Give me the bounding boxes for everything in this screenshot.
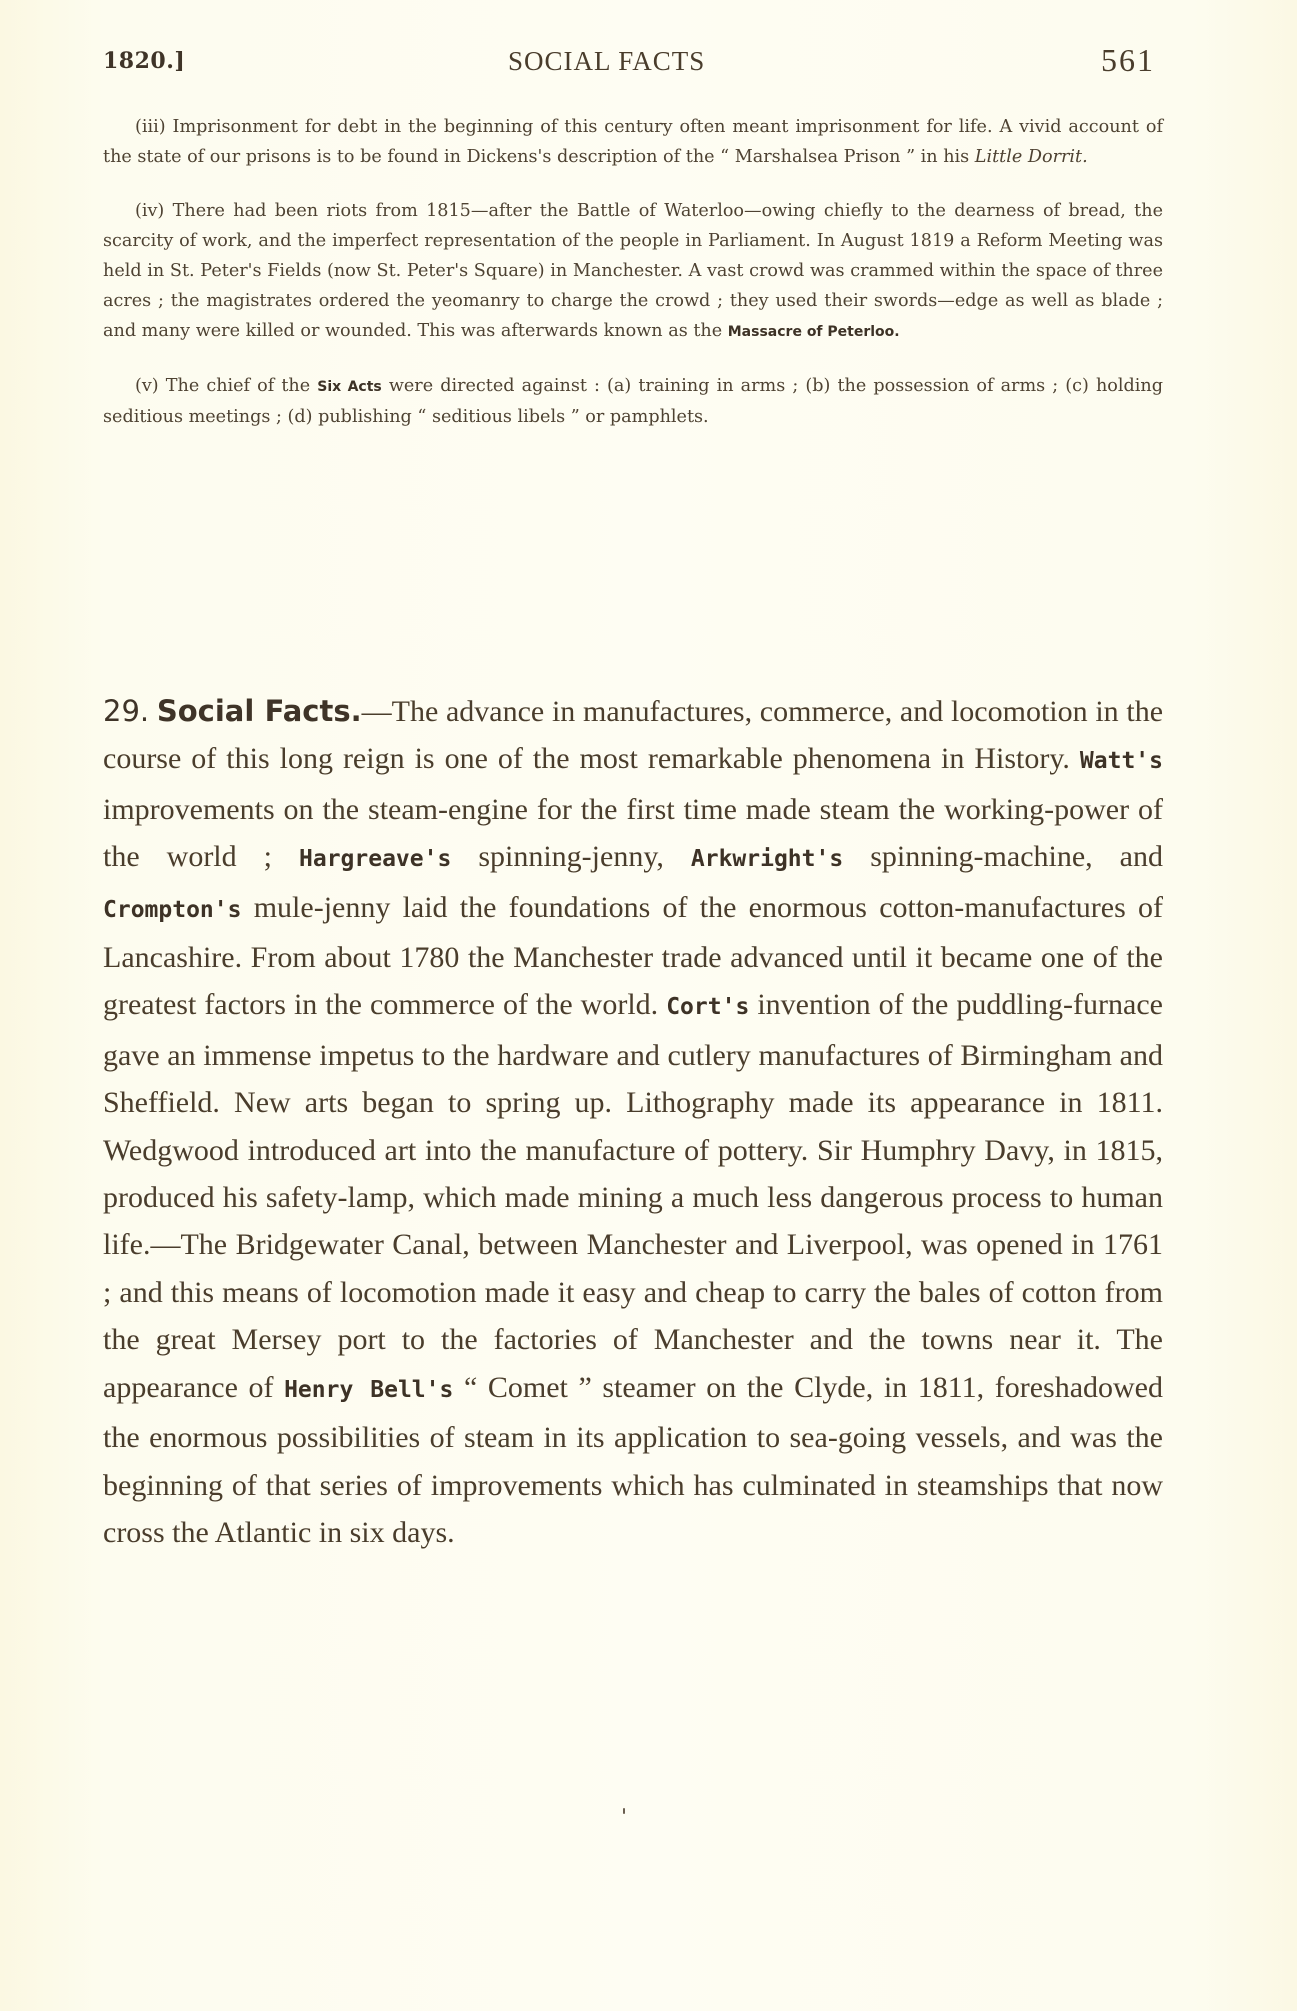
body-text: improvements on the steam-engine for the first time made steam the working-power of the world ; [103,792,1163,874]
body-text: spinning-machine, and [843,840,1163,874]
section-29 [103,688,1163,1556]
footnotes [103,112,1163,456]
section-title: Social Facts. [156,694,362,728]
term-henry-bells: Henry Bell's [284,1376,454,1403]
note-label: (iii) [135,117,166,137]
body-text: invention of the puddling-furnace gave an immense impetus to the hardware and cutlery manufactures of Birmingham and Sheffield. New arts began to spring up. Lithography made its appearance in 1811. Wedgwood introduced art into the manufacture of pottery. Sir Humphry Davy, in 1815, produced his safety-lamp, which made mining a much less dangerous process to human life.—The Bridgewater Canal, between Manchester and Liverpool, was opened in 1761 ; and this means of locomotion made it easy and cheap to carry the bales of cotton from the great Mersey port to the factories of Manchester and the towns near it. The appearance of [103,988,1163,1404]
note-iii [103,112,1163,172]
term-arkwrights: Arkwright's [690,846,844,873]
note-text: The chief of the [158,376,318,396]
note-label: (iv) [135,201,165,221]
running-head-year: 1820.] [103,48,186,74]
note-text: were directed against : (a) training in arms ; (b) the possession of arms ; (c) holding seditious meetings ; (d) publishing “ seditious libels ” or pamphlets. [103,376,1164,427]
term-watts: Watt's [1079,748,1163,775]
print-speck [623,1808,625,1814]
running-head [103,42,1163,86]
note-text: Imprisonment for debt in the beginning of this century often meant imprisonment for life. A vivid account of the state of our prisons is to be found in Dickens's description of the “ Marshalsea Prison ” in his [103,117,1163,167]
term-six-acts: Six Acts [317,379,382,395]
body-text: —The advance in manufactures, commerce, and locomotion in the course of this long reign is one of the most remarkable phenomena in History. [103,695,1164,776]
term-corts: Cort's [666,994,750,1021]
term-hargreaves: Hargreave's [299,846,452,873]
note-v [103,371,1163,432]
body-text: spinning-jenny, [451,840,691,874]
page-number: 561 [1101,42,1155,78]
term-massacre-of-peterloo: Massacre of Peterloo. [727,324,900,340]
body-text: mule-jenny laid the foundations of the enormous cotton-manufactures of Lancashire. From about 1780 the Manchester trade advanced until it became one of the greatest factors in the commerce of the world. [103,890,1163,1022]
term-cromptons: Crompton's [103,896,242,923]
note-text: There had been riots from 1815—after the Battle of Waterloo—owing chiefly to the dearness of bread, the scarcity of work, and the imperfect representation of the people in Parliament. In August 1819 a Reform Meeting was held in St. Peter's Fields (now St. Peter's Square) in Manchester. A vast crowd was crammed within the space of three acres ; the magistrates ordered the yeomanry to charge the crowd ; they used their swords—edge as well as blade ; and many were killed or wounded. This was afterwards known as the [103,201,1163,341]
note-label: (v) [135,376,159,396]
body-text: “ Comet ” steamer on the Clyde, in 1811, foreshadowed the enormous possibilities of steam in its application to sea-going vessels, and was the beginning of that series of improvements which has culminated in steamships that now cross the Atlantic in six days. [103,1370,1163,1549]
section-paragraph [103,688,1163,1556]
note-iv [103,196,1163,347]
section-number: 29. [103,694,150,728]
book-title-little-dorrit: Little Dorrit. [974,147,1088,167]
running-head-title: SOCIAL FACTS [508,46,706,76]
